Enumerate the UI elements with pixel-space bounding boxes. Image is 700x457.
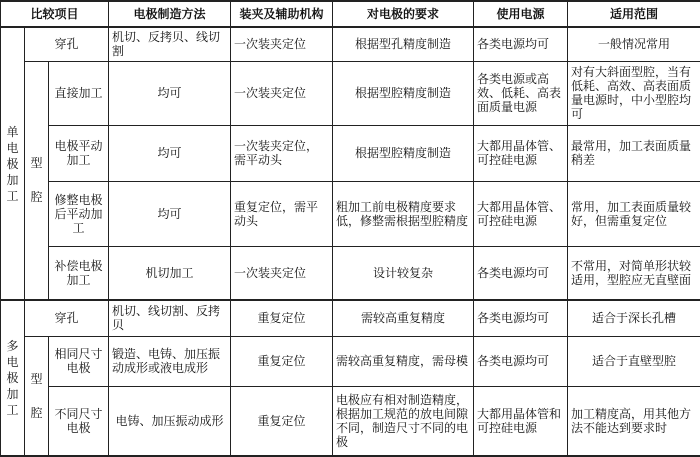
- sub-item-cell: 穿孔: [25, 27, 109, 61]
- sub-item-cell: 不同尺寸电极: [49, 386, 109, 456]
- header-electrode-method: 电极制造方法: [109, 1, 231, 27]
- requirement-cell: 根据型腔精度制造: [333, 61, 474, 125]
- scope-cell: 适合于直壁型腔: [568, 336, 700, 386]
- table-row: [1, 27, 700, 61]
- power-cell: 大都用晶体管、可控硅电源: [474, 125, 568, 181]
- power-cell: 各类电源或高效、低耗、高表面质量电源: [474, 61, 568, 125]
- cavity-label-multi: 型 腔: [25, 336, 49, 456]
- header-requirements: 对电极的要求: [333, 1, 474, 27]
- fixture-cell: 一次装夹定位: [231, 246, 333, 300]
- power-cell: 大都用晶体管、可控硅电源: [474, 181, 568, 246]
- fixture-cell: 一次装夹定位，需平动头: [231, 125, 333, 181]
- method-cell: 锻造、电铸、加压振动成形或液电成形: [109, 336, 231, 386]
- power-cell: 各类电源均可: [474, 27, 568, 61]
- fixture-cell: 重复定位: [231, 300, 333, 336]
- requirement-cell: 需较高重复精度，需母模: [333, 336, 474, 386]
- requirement-cell: 设计较复杂: [333, 246, 474, 300]
- header-row: [1, 1, 700, 27]
- cavity-label-single: 型 腔: [25, 61, 49, 300]
- scope-cell: 一般情况常用: [568, 27, 700, 61]
- method-cell: 均可: [109, 61, 231, 125]
- table-row: [1, 61, 700, 125]
- method-cell: 机切加工: [109, 246, 231, 300]
- method-cell: 机切、线切割、反拷贝: [109, 300, 231, 336]
- requirement-cell: 根据型孔精度制造: [333, 27, 474, 61]
- table-row: [1, 125, 700, 181]
- power-cell: 各类电源均可: [474, 246, 568, 300]
- fixture-cell: 重复定位，需平动头: [231, 181, 333, 246]
- header-compare-item: 比较项目: [1, 1, 109, 27]
- sub-item-cell: 穿孔: [25, 300, 109, 336]
- method-cell: 电铸、加压振动成形: [109, 386, 231, 456]
- method-cell: 机切、反拷贝、线切割: [109, 27, 231, 61]
- group-label-single: 单 电 极 加 工: [1, 27, 25, 300]
- table-row: [1, 336, 700, 386]
- scope-cell: 最常用，加工表面质量稍差: [568, 125, 700, 181]
- power-cell: 各类电源均可: [474, 300, 568, 336]
- requirement-cell: 根据型腔精度制造: [333, 125, 474, 181]
- requirement-cell: 电极应有相对制造精度，根据加工规范的放电间隙不同，制造尺寸不同的电极: [333, 386, 474, 456]
- fixture-cell: 重复定位: [231, 386, 333, 456]
- scope-cell: 加工精度高，用其他方法不能达到要求时: [568, 386, 700, 456]
- group-label-multi: 多 电 极 加 工: [1, 300, 25, 456]
- fixture-cell: 一次装夹定位: [231, 61, 333, 125]
- sub-item-cell: 直接加工: [49, 61, 109, 125]
- sub-item-cell: 修整电极后平动加工: [49, 181, 109, 246]
- requirement-cell: 需较高重复精度: [333, 300, 474, 336]
- header-fixture: 装夹及辅助机构: [231, 1, 333, 27]
- table-row: [1, 246, 700, 300]
- scope-cell: 适合于深长孔槽: [568, 300, 700, 336]
- table-row: [1, 386, 700, 456]
- scope-cell: 对有大斜面型腔，当有低耗、高效、高表面质量电源时，中小型腔均可: [568, 61, 700, 125]
- sub-item-cell: 电极平动加工: [49, 125, 109, 181]
- method-cell: 均可: [109, 181, 231, 246]
- sub-item-cell: 相同尺寸电极: [49, 336, 109, 386]
- sub-item-cell: 补偿电极加工: [49, 246, 109, 300]
- header-power: 使用电源: [474, 1, 568, 27]
- scope-cell: 常用，加工表面质量较好，但需重复定位: [568, 181, 700, 246]
- power-cell: 大都用晶体管和可控硅电源: [474, 386, 568, 456]
- fixture-cell: 重复定位: [231, 336, 333, 386]
- power-cell: 各类电源均可: [474, 336, 568, 386]
- header-scope: 适用范围: [568, 1, 700, 27]
- table-row: [1, 300, 700, 336]
- method-cell: 均可: [109, 125, 231, 181]
- table-row: [1, 181, 700, 246]
- requirement-cell: 粗加工前电极精度要求低，修整需根据型腔精度: [333, 181, 474, 246]
- fixture-cell: 一次装夹定位: [231, 27, 333, 61]
- scope-cell: 不常用，对简单形状较适用，型腔应无直壁面: [568, 246, 700, 300]
